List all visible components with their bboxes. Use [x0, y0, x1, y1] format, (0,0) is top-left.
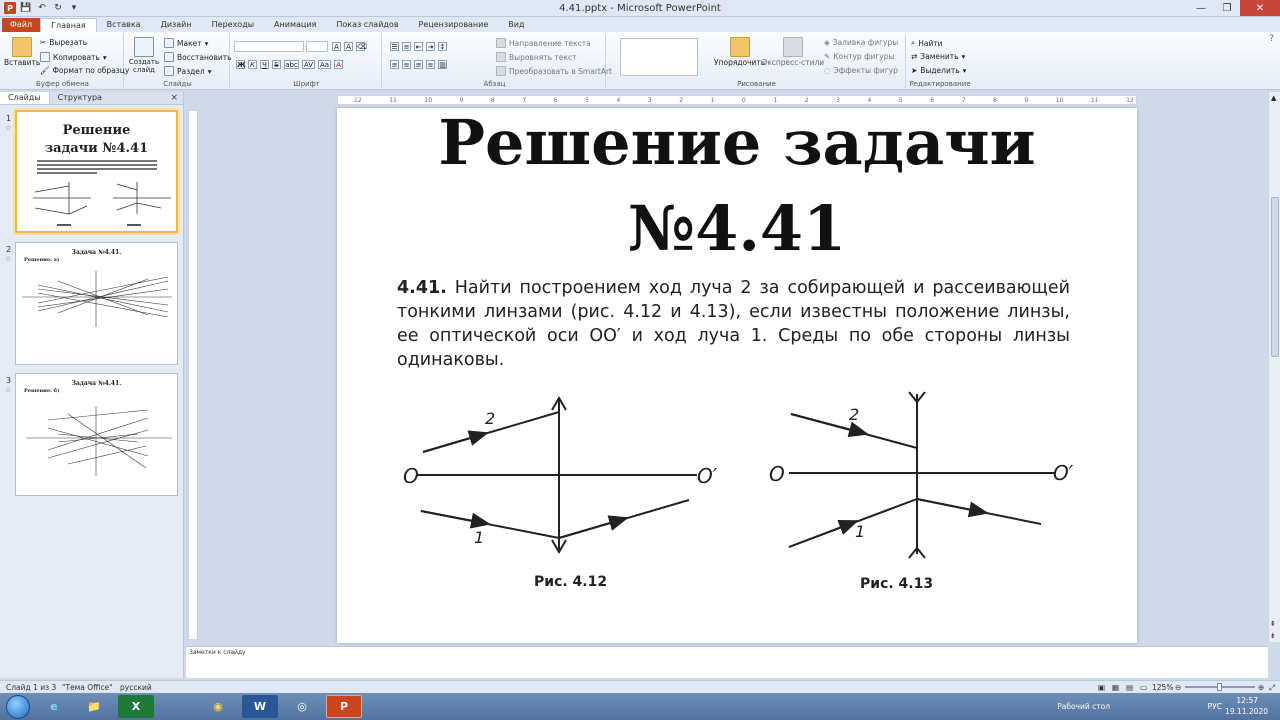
ruler-tick: 11 [1090, 97, 1099, 104]
thumbnail-subtitle: Решение: б) [24, 388, 60, 394]
tab-review[interactable]: Рецензирование [418, 20, 489, 29]
animation-star-icon: ☆ [5, 255, 12, 263]
ray-1-arrow [421, 511, 489, 524]
thumbnail-1-preview [19, 158, 178, 233]
thumbnail-2-preview [18, 267, 177, 362]
scrollbar-thumb[interactable] [1271, 197, 1279, 357]
smartart-label: Преобразовать в SmartArt [509, 66, 612, 76]
ruler-tick: 8 [992, 97, 997, 104]
strikethrough-button[interactable]: S [272, 60, 281, 69]
fig2-ray-1-label: 1 [855, 522, 866, 541]
new-slide-label: Создать слайд [128, 58, 160, 74]
thumbnail-title: Задача №4.41. [71, 249, 122, 256]
paste-label: Вставить [4, 58, 41, 67]
drawing-group-label: Рисование [737, 80, 776, 88]
brush-icon: 🖌 [40, 66, 50, 75]
clipboard-group [2, 34, 130, 88]
start-button[interactable] [6, 695, 30, 719]
thumbnail-title: Задача №4.41. [71, 380, 122, 387]
thumbnail-number: 2 [6, 245, 12, 254]
ruler-tick: 6 [553, 97, 558, 104]
section-label: Раздел [177, 66, 205, 76]
italic-button[interactable]: К [248, 60, 257, 69]
cursor-icon: ➤ [911, 66, 918, 75]
shape-outline-button[interactable] [824, 52, 894, 61]
powerpoint-app-icon[interactable]: P [4, 2, 16, 14]
align-text-label: Выровнять текст [509, 52, 577, 62]
ray-1-refracted-arrow [917, 499, 987, 513]
replace-icon: ⇄ [911, 52, 918, 61]
align-text-button[interactable] [496, 52, 576, 62]
tab-home[interactable]: Главная [40, 18, 97, 32]
select-label: Выделить [920, 66, 960, 75]
slide-thumbnail-2[interactable] [15, 242, 178, 365]
text-direction-icon [496, 38, 506, 48]
slide-title-line-1: Решение задачи [438, 108, 1036, 179]
fit-to-window-icon[interactable]: ⤢ [1269, 683, 1275, 692]
pane-tabs [0, 92, 183, 105]
shape-fill-button[interactable] [824, 38, 898, 47]
paint-bucket-icon: ◈ [824, 38, 830, 47]
binoculars-icon: ⌕ [911, 38, 916, 47]
zoom-out-icon[interactable]: ⊖ [1175, 683, 1182, 692]
paragraph-group [384, 34, 612, 88]
ray-1-refracted-arrow [559, 518, 627, 538]
underline-button[interactable]: Ч [260, 60, 269, 69]
ruler-tick: 12 [1126, 97, 1134, 104]
language-indicator[interactable]: русский [120, 683, 152, 692]
scissors-icon: ✂ [40, 38, 47, 47]
view-reading-icon[interactable]: ▤ [1126, 683, 1134, 692]
fig1-ray-2-label: 2 [485, 409, 496, 428]
horizontal-ruler[interactable] [337, 95, 1137, 105]
tab-outline[interactable]: Структура [57, 93, 102, 102]
ruler-tick: 9 [1024, 97, 1029, 104]
ruler-tick: 2 [804, 97, 809, 104]
ruler-tick: 3 [836, 97, 840, 104]
font-style-buttons [236, 60, 343, 69]
cut-label: Вырезать [49, 38, 88, 47]
thumbnail-title: Решение задачи №4.41 [44, 123, 149, 156]
ruler-tick: 3 [647, 97, 652, 104]
minimize-button[interactable]: — [1196, 2, 1206, 14]
text-direction-label: Направление текста [509, 38, 591, 48]
save-icon[interactable]: 💾 [20, 3, 32, 13]
bold-button[interactable]: Ж [237, 61, 246, 69]
reset-label: Восстановить [177, 52, 232, 62]
font-group [232, 34, 382, 88]
chevron-down-icon: ▾ [961, 52, 966, 61]
line-spacing-icon[interactable]: ↕ [439, 43, 446, 51]
word-icon[interactable]: W [242, 695, 278, 718]
view-slideshow-icon[interactable]: ▭ [1140, 683, 1148, 692]
new-slide-icon [134, 37, 154, 57]
ruler-tick: 10 [424, 97, 433, 104]
slides-pane [0, 92, 184, 678]
align-center-icon[interactable]: ≡ [403, 61, 410, 69]
chevron-down-icon: ▾ [962, 66, 967, 75]
pen-icon: ✎ [824, 52, 831, 61]
explorer-icon[interactable]: 📁 [87, 700, 101, 713]
fig1-label-o: O [403, 464, 419, 488]
figure-4-12-caption: Рис. 4.12 [534, 574, 608, 590]
slide-canvas[interactable] [337, 108, 1137, 643]
tab-slideshow[interactable]: Показ слайдов [336, 20, 399, 29]
animation-star-icon: ☆ [5, 386, 12, 394]
theme-name[interactable]: "Тема Office" [62, 683, 113, 692]
window-controls [1188, 0, 1280, 16]
maximize-button[interactable]: ❐ [1222, 2, 1232, 14]
font-color-button[interactable]: A [334, 60, 343, 69]
bullets-icon[interactable]: ☰ [391, 43, 398, 51]
ruler-tick: 6 [930, 97, 935, 104]
slides-group [126, 34, 230, 88]
close-pane-icon[interactable]: × [170, 93, 178, 103]
chevron-down-icon: ▾ [207, 66, 212, 76]
zoom-level[interactable]: 125% [1152, 683, 1174, 692]
layout-button[interactable] [164, 38, 208, 48]
ruler-tick: 5 [585, 97, 589, 104]
problem-number: 4.41. [397, 278, 447, 298]
ruler-tick: 1 [710, 97, 715, 104]
customize-qat-icon[interactable]: ▾ [71, 3, 77, 13]
align-buttons [390, 60, 447, 69]
desktop-toolbar-label[interactable]: Рабочий стол [1057, 702, 1110, 711]
replace-label: Заменить [920, 52, 959, 61]
increase-indent-icon[interactable]: ⇥ [427, 43, 434, 51]
ray-1-arrow [789, 521, 857, 547]
shape-effects-label: Эффекты фигур [833, 66, 898, 75]
vertical-scrollbar[interactable] [1268, 92, 1280, 642]
font-family-select[interactable] [234, 41, 304, 52]
font-size-buttons [332, 42, 365, 51]
ruler-tick: 1 [773, 97, 778, 104]
layout-icon [164, 38, 174, 48]
zoom-slider-knob[interactable] [1217, 683, 1222, 691]
ruler-ticks [354, 96, 1134, 105]
clear-format-button[interactable]: ⌫ [357, 43, 367, 51]
reset-button[interactable] [164, 52, 232, 62]
align-right-icon[interactable]: ≡ [415, 61, 422, 69]
slide-title[interactable] [337, 108, 1137, 272]
ruler-tick: 8 [490, 97, 495, 104]
ruler-tick: 9 [459, 97, 464, 104]
shape-fill-label: Заливка фигуры [832, 38, 899, 47]
find-label: Найти [918, 38, 943, 48]
select-button[interactable] [911, 66, 966, 75]
quick-styles-icon [783, 37, 803, 57]
problem-text: Найти построением ход луча 2 за собирающей и рассеивающей тонкими линзами (рис. 4.12 и 4.13), если известны положение линзы, ее оптической оси OO′ и ход луча 1. Среды по обе стороны линзы одинаковы. [397, 278, 1070, 370]
ribbon-tabs [0, 17, 1280, 32]
thumbnail-number: 3 [6, 376, 12, 385]
quick-styles-label: Экспресс-стили [762, 58, 825, 67]
chevron-down-icon: ▾ [102, 52, 107, 62]
tab-animation[interactable]: Анимация [274, 20, 317, 29]
figure-4-12 [417, 398, 697, 552]
columns-icon[interactable]: ▥ [439, 61, 446, 69]
ribbon [0, 32, 1280, 90]
arrange-button[interactable] [714, 37, 765, 67]
ruler-tick: 12 [354, 97, 362, 104]
shadow-button[interactable]: abc [285, 61, 298, 69]
quick-styles-button[interactable] [762, 37, 824, 67]
numbering-icon[interactable]: ≡ [403, 43, 410, 51]
ruler-tick: 10 [1055, 97, 1064, 104]
fig2-ray-2-label: 2 [849, 405, 860, 424]
shapes-gallery[interactable] [620, 38, 698, 76]
undo-icon[interactable]: ↶ [38, 3, 46, 13]
decrease-indent-icon[interactable]: ⇤ [415, 43, 422, 51]
fig1-ray-1-label: 1 [474, 528, 485, 547]
figure-4-13-caption: Рис. 4.13 [860, 576, 934, 592]
fig2-label-o-prime: O′ [1053, 461, 1074, 485]
ruler-tick: 0 [741, 97, 746, 104]
justify-icon[interactable]: ≡ [427, 61, 434, 69]
copy-icon [40, 52, 50, 62]
ie-icon[interactable]: e [50, 700, 58, 713]
shape-outline-label: Контур фигуры [833, 52, 895, 61]
excel-icon[interactable]: X [118, 695, 154, 718]
text-direction-button[interactable] [496, 38, 591, 48]
drawing-group [608, 34, 906, 88]
clock-time[interactable]: 12:57 [1236, 696, 1258, 705]
slide-thumbnail-3[interactable] [15, 373, 178, 496]
title-bar [0, 0, 1280, 17]
tab-transitions[interactable]: Переходы [211, 20, 255, 29]
figures [337, 378, 1137, 608]
notes-placeholder: Заметки к слайду [189, 649, 246, 656]
notes-pane[interactable] [186, 646, 1268, 678]
ray-2-arrow [423, 433, 487, 452]
ruler-tick: 4 [867, 97, 872, 104]
section-button[interactable] [164, 66, 211, 76]
copy-label: Копировать [53, 52, 100, 62]
clipboard-group-label: Буфер обмена [36, 80, 89, 88]
smartart-button[interactable] [496, 66, 612, 76]
thumbnail-3-preview [18, 398, 177, 493]
list-buttons [390, 42, 447, 51]
slides-group-label: Слайды [163, 80, 192, 88]
taskbar [0, 693, 1280, 720]
new-slide-button[interactable] [129, 37, 159, 74]
ruler-tick: 5 [898, 97, 903, 104]
view-sorter-icon[interactable]: ▦ [1112, 683, 1120, 692]
font-group-label: Шрифт [293, 80, 320, 88]
align-text-icon [496, 52, 506, 62]
ruler-tick: 11 [389, 97, 397, 104]
cut-button[interactable] [40, 38, 87, 47]
status-bar [0, 680, 1280, 693]
shape-effects-button[interactable] [824, 66, 898, 75]
paste-button[interactable] [4, 37, 40, 67]
powerpoint-taskbar-icon[interactable]: P [326, 695, 362, 718]
figure-4-13 [789, 392, 1055, 558]
slide-title-line-2: №4.41 [627, 192, 847, 265]
effects-icon: ◌ [824, 66, 831, 75]
ruler-tick: 7 [522, 97, 527, 104]
grow-font-button[interactable]: A [332, 42, 341, 51]
reset-icon [164, 52, 174, 62]
change-case-button[interactable]: Aa [319, 61, 330, 69]
chevron-down-icon: ▾ [204, 38, 209, 48]
tab-insert[interactable]: Вставка [106, 20, 141, 29]
font-size-select[interactable] [306, 41, 328, 52]
format-painter-label: Формат по образцу [52, 66, 130, 75]
shrink-font-button[interactable]: A [344, 42, 353, 51]
language-indicator[interactable]: РУС [1207, 702, 1222, 711]
align-left-icon[interactable]: ≡ [391, 61, 398, 69]
thumbnail-number: 1 [6, 114, 12, 123]
fig1-label-o-prime: O′ [697, 464, 718, 488]
clock-date[interactable]: 19.11.2020 [1225, 707, 1268, 716]
arrange-label: Упорядочить [714, 58, 766, 67]
char-spacing-button[interactable]: AV [303, 61, 314, 69]
next-slide-icon[interactable]: ⇟ [1270, 632, 1276, 640]
layout-label: Макет [177, 38, 202, 48]
tab-file[interactable]: Файл [2, 18, 40, 32]
smartart-icon [496, 66, 506, 76]
copy-button[interactable] [40, 52, 107, 62]
ruler-tick: 7 [961, 97, 966, 104]
prev-slide-icon[interactable]: ⇞ [1270, 620, 1276, 628]
find-button[interactable] [911, 38, 943, 48]
paste-icon [12, 37, 32, 57]
window-title: 4.41.pptx - Microsoft PowerPoint [559, 3, 721, 14]
scroll-up-icon[interactable]: ▲ [1271, 94, 1277, 102]
slide-thumbnail-1[interactable] [15, 110, 178, 233]
tab-slides[interactable]: Слайды [0, 92, 50, 104]
fig2-label-o: O [769, 462, 785, 486]
tab-view[interactable]: Вид [508, 20, 525, 29]
replace-button[interactable] [911, 52, 965, 61]
tab-design[interactable]: Дизайн [160, 20, 192, 29]
obs-icon[interactable]: ◎ [297, 700, 307, 713]
redo-icon[interactable]: ↻ [54, 3, 62, 13]
editing-group-label: Редактирование [909, 80, 971, 88]
format-painter-button[interactable] [40, 66, 129, 75]
ribbon-help-icon[interactable]: ? [1269, 34, 1274, 44]
problem-statement[interactable] [397, 276, 1070, 372]
close-button[interactable]: ✕ [1240, 0, 1280, 16]
ruler-tick: 2 [679, 97, 684, 104]
arrange-icon [730, 37, 750, 57]
section-icon [164, 66, 174, 76]
animation-star-icon: ☆ [5, 124, 12, 132]
vertical-ruler[interactable] [188, 110, 198, 640]
view-normal-icon[interactable]: ▣ [1098, 683, 1106, 692]
chrome-icon[interactable]: ◉ [213, 700, 223, 713]
thumbnail-subtitle: Решение: а) [24, 257, 60, 263]
editing-group [908, 34, 972, 88]
paragraph-group-label: Абзац [483, 80, 506, 88]
slide-counter: Слайд 1 из 3 [6, 683, 57, 692]
ruler-tick: 4 [616, 97, 621, 104]
zoom-in-icon[interactable]: ⊕ [1258, 683, 1265, 692]
